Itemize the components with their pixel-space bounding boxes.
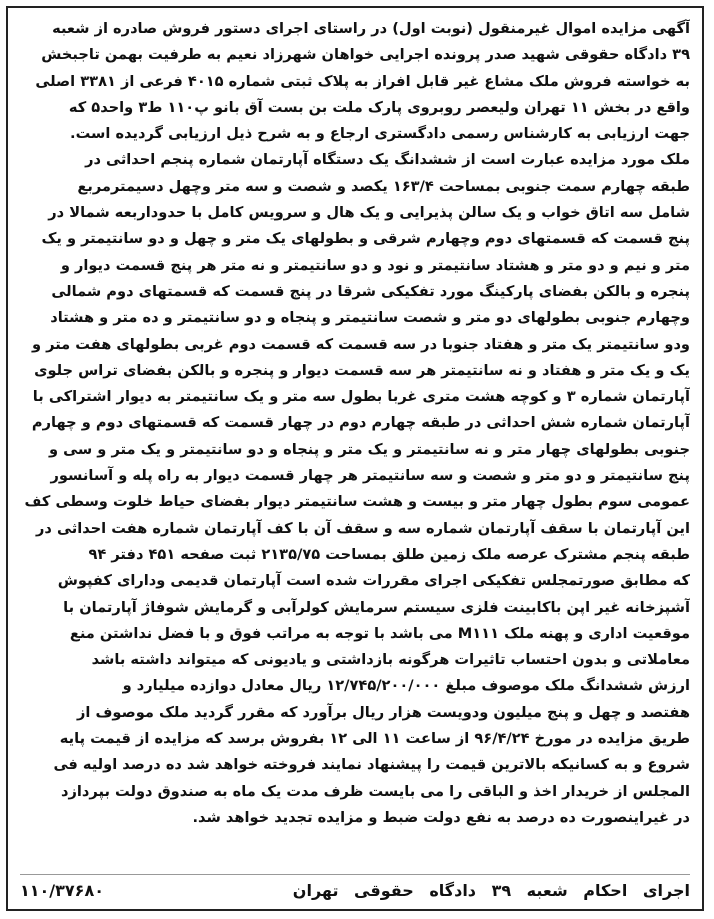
notice-line: که مطابق صورتمجلس تفکیکی اجرای مقررات شده است آپارتمان قدیمی ودارای کفپوش bbox=[57, 572, 690, 590]
notice-line: هفتصد و چهل و پنج میلیون ودویست هزار ریال برآورد که مقرر گردید ملک موصوف از bbox=[77, 703, 690, 721]
notice-line: عمومی سوم بطول چهار متر و بیست و هشت سانتیمتر دیوار بفضای حیاط خلوت وسطی کف bbox=[24, 493, 690, 511]
notice-line: وچهارم جنوبی بطولهای دو متر و شصت سانتیمتر و پنجاه و دو سانتیمتر و ده متر و هشتاد bbox=[50, 309, 690, 327]
notice-line: طبقه پنجم مشترک عرصه ملک زمین طلق بمساحت ۲۱۳۵/۷۵ ثبت صفحه ۴۵۱ دفتر ۹۴ bbox=[88, 545, 690, 563]
notice-body bbox=[20, 16, 690, 831]
notice-line: جهت ارزیابی به کارشناس رسمی دادگستری ارجاع و به شرح ذیل ارزیابی گردیده است. bbox=[70, 125, 690, 143]
notice-line: ودو سانتیمتر یک متر و هفتاد جنوبا در سه قسمت که قسمت دوم غربی بطولهای هفت متر و bbox=[31, 335, 690, 353]
notice-line: آگهی مزایده اموال غیرمنقول (نوبت اول) در راستای اجرای دستور فروش صادره از شعبه bbox=[52, 20, 690, 37]
notice-line: پنج قسمت که قسمتهای دوم وچهارم شرقی و بطولهای یک متر و چهل و دو سانتیمتر و یک bbox=[41, 230, 690, 248]
notice-line: آپارتمان شماره ۳ و کوچه هشت متری غربا بطول سه متر و یک سانتیمتر به دیوار اشتراکی با bbox=[32, 388, 690, 406]
notice-line: این آپارتمان با سقف آپارتمان شماره سه و سقف آن با کف آپارتمان شماره هفت احداثی در bbox=[35, 519, 690, 537]
notice-line: شروع و به کسانیکه بالاترین قیمت را پیشنهاد نمایند فروخته خواهد شد ده درصد اولیه فی bbox=[53, 756, 690, 774]
notice-line: موقعیت اداری و پهنه ملک M۱۱۱ می باشد با توجه به مراتب فوق و با فضل نداشتن منع bbox=[69, 624, 690, 642]
notice-line: آشپزخانه غیر اپن باکابینت فلزی سیستم سرمایش کولرآبی و گرمایش شوفاژ آپارتمان با bbox=[63, 598, 690, 616]
notice-line: جنوبی بطولهای چهار متر و نه سانتیمتر و یک متر و پنجاه و دو سانتیمتر و یک متر و سی و bbox=[48, 440, 690, 458]
notice-line: پنجره و بالکن بفضای پارکینگ مورد تفکیکی شرقا در پنج قسمت که قسمتهای دوم شمالی bbox=[51, 282, 690, 300]
notice-line: ملک مورد مزایده عبارت است از ششدانگ یک دستگاه آپارتمان شماره پنجم احداثی در bbox=[85, 151, 690, 169]
notice-frame bbox=[6, 6, 704, 911]
notice-line: یک و یک متر و هفتاد و نه سانتیمتر هر سه قسمت دیوار و پنجره و بالکن بفضای تراس جلوی bbox=[34, 361, 690, 379]
notice-line: معاملاتی و بدون احتساب تاثیرات هرگونه بازداشتی و یادیونی که میتواند داشته باشد bbox=[91, 651, 690, 669]
notice-line: ارزش ششدانگ ملک موصوف مبلغ ۱۲/۷۴۵/۲۰۰/۰۰۰ ریال معادل دوازده میلیارد و bbox=[122, 677, 690, 695]
notice-line: پنج سانتیمتر و دو متر و شصت و سه سانتیمتر هر چهار قسمت دیوار به راه پله و آسانسور bbox=[50, 467, 690, 485]
notice-line: ۳۹ دادگاه حقوقی شهید صدر پرونده اجرایی خواهان شهرزاد نعیم به طرفیت بهمن تاجبخش bbox=[41, 46, 690, 64]
notice-line: به خواسته فروش ملک مشاع غیر قابل افراز به پلاک ثبتی شماره ۴۰۱۵ فرعی از ۳۳۸۱ اصلی bbox=[35, 72, 690, 90]
notice-line: شامل سه اتاق خواب و یک سالن پذیرایی و یک هال و سرویس کامل با حدوداربعه شمالا در bbox=[48, 204, 690, 222]
footer-code: ۱۱۰/۳۷۶۸۰ bbox=[20, 880, 104, 900]
notice-line: المجلس از خریدار اخذ و الباقی را می بایست ظرف مدت یک ماه به صندوق دولت بپردازد bbox=[61, 782, 690, 800]
notice-footer bbox=[20, 874, 690, 905]
notice-line: طبقه چهارم سمت جنوبی بمساحت ۱۶۳/۴ یکصد و شصت و سه متر وچهل دسیمترمربع bbox=[77, 177, 690, 195]
notice-line: واقع در بخش ۱۱ تهران ولیعصر روبروی پارک ملت بن بست آق بانو پ۱۱۰ ط۳ واحد۵ که bbox=[68, 98, 690, 116]
footer-issuer: اجرای احکام شعبه ۳۹ دادگاه حقوقی تهران bbox=[292, 880, 690, 900]
notice-line: آپارتمان شماره شش احداثی در طبقه چهارم دوم در چهار قسمت که قسمتهای دوم و چهارم bbox=[31, 414, 690, 432]
notice-line: متر و نیم و دو متر و هشتاد سانتیمتر و نود و دو سانتیمتر و نه متر هر پنج قسمت دیوار و bbox=[60, 256, 690, 274]
notice-line: طریق مزایده در مورخ ۹۶/۴/۲۴ از ساعت ۱۱ الی ۱۲ بفروش برسد که مزایده از قیمت پایه bbox=[59, 730, 690, 748]
notice-line: در غیراینصورت ده درصد به نفع دولت ضبط و مزایده تجدید خواهد شد. bbox=[192, 808, 690, 826]
